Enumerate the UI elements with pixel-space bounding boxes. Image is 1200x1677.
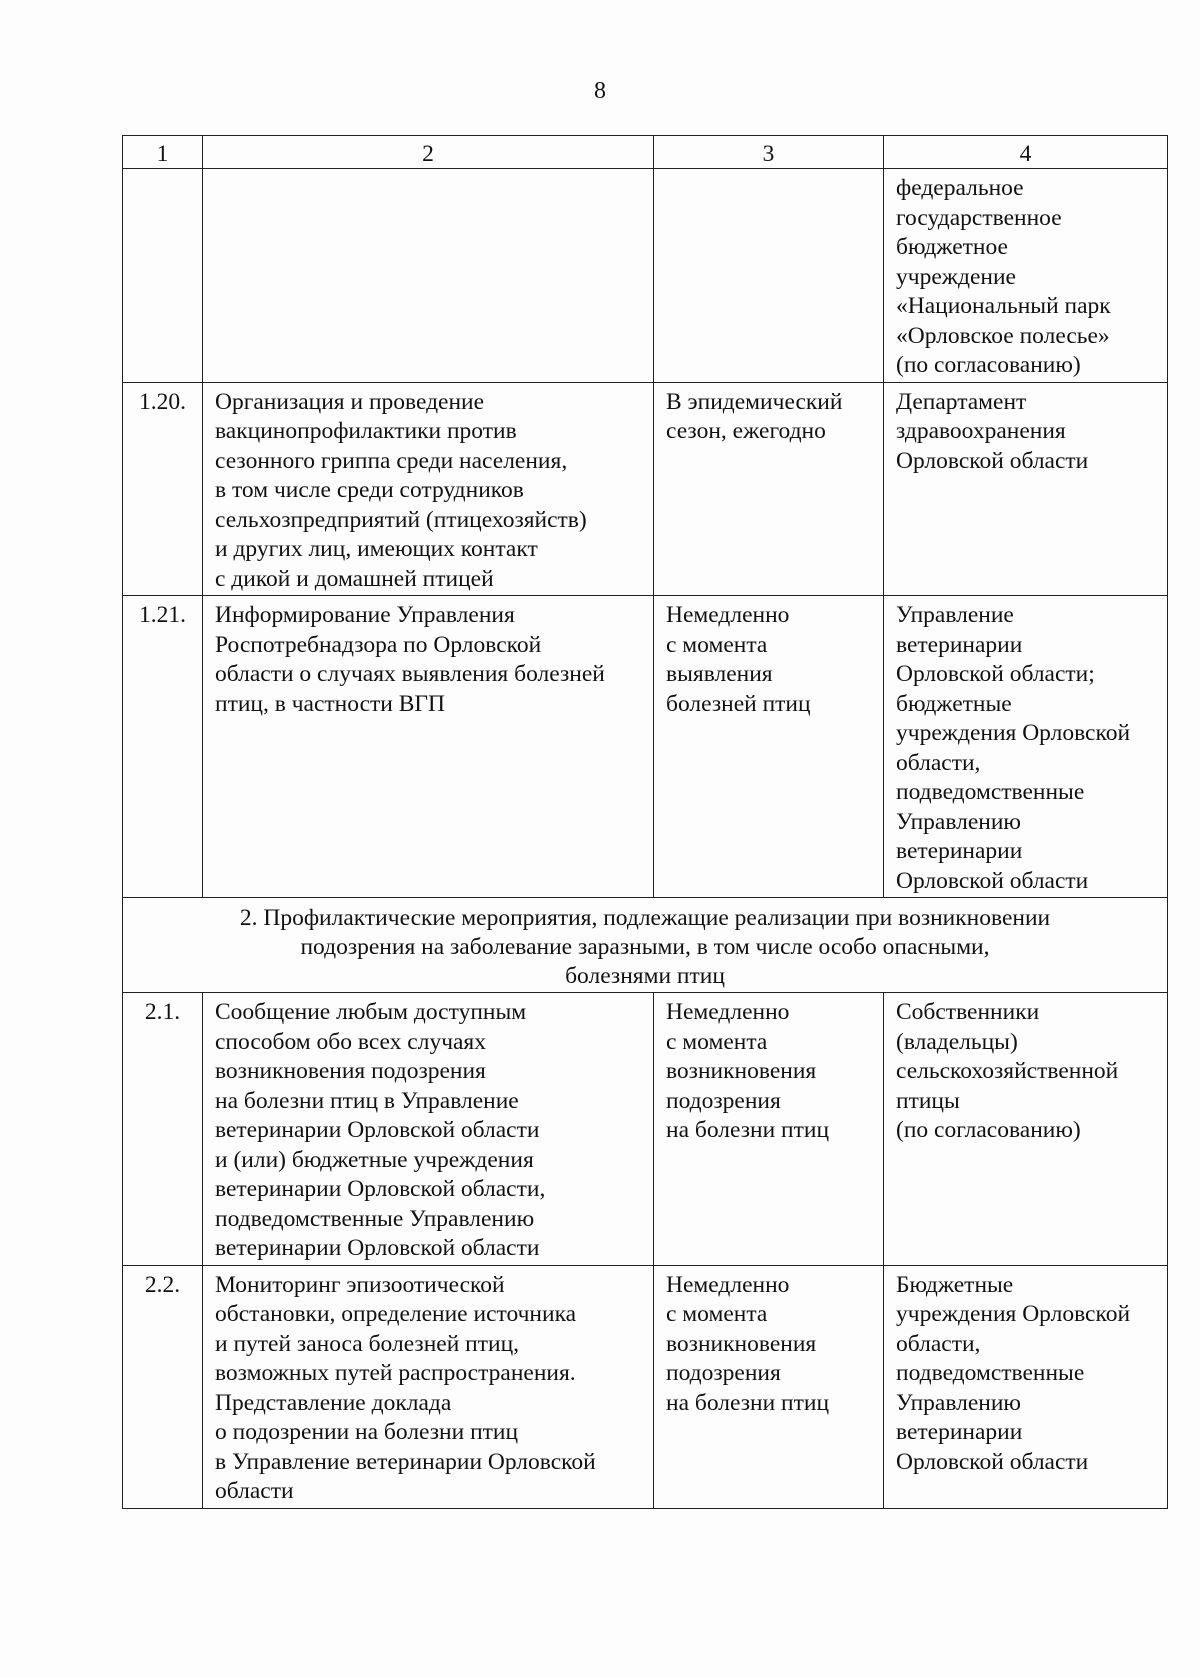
section-heading (123, 898, 1168, 993)
cell-line: «Орловское полесье» (896, 322, 1110, 349)
cell-line: ветеринарии (896, 1419, 1023, 1445)
action-cell (203, 169, 654, 383)
cell-line: подведомственные (896, 1360, 1085, 1386)
row-number: 2.1. (123, 993, 203, 1266)
cell-line: обстановки, определение источника (215, 1301, 577, 1327)
cell-line: Управление (896, 602, 1014, 628)
column-header-2: 2 (203, 136, 654, 169)
cell-line: учреждения Орловской (896, 720, 1131, 746)
cell-line: возникновения (666, 1058, 817, 1084)
continuation-row (123, 169, 1168, 383)
cell-line: способом обо всех случаях (215, 1028, 486, 1055)
term-cell (654, 382, 884, 596)
page-number: 8 (594, 78, 606, 104)
cell-line: области о случаях выявления болезней (215, 661, 605, 687)
cell-line: выявления (666, 661, 773, 687)
section-heading-line: болезнями птиц (565, 963, 725, 989)
cell-line: на болезни птиц (666, 1389, 830, 1416)
row-number: 1.20. (123, 382, 203, 596)
table-row (123, 1265, 1168, 1508)
measures-table (122, 135, 1168, 1509)
cell-line: Орловской области; (896, 661, 1095, 687)
cell-line: и (или) бюджетные учреждения (215, 1146, 534, 1173)
cell-line: области, (896, 1330, 981, 1357)
cell-line: области (215, 1478, 294, 1504)
cell-line: сезон, ежегодно (666, 418, 826, 444)
cell-line: бюджетное (896, 234, 1008, 260)
cell-line: учреждения Орловской (896, 1301, 1131, 1327)
section-heading-row (123, 898, 1168, 993)
cell-line: Департамент (896, 388, 1027, 415)
cell-line: федеральное (896, 175, 1024, 201)
term-cell (654, 1265, 884, 1508)
cell-line: (по согласованию) (896, 352, 1081, 378)
cell-line: подведомственные Управлению (215, 1205, 535, 1232)
cell-line: сельхозпредприятий (птицехозяйств) (215, 506, 587, 533)
term-cell (654, 993, 884, 1266)
cell-line: болезней птиц (666, 690, 811, 717)
cell-line: подозрения (666, 1087, 781, 1114)
cell-line: Сообщение любым доступным (215, 999, 527, 1025)
cell-line: с дикой и домашней птицей (215, 565, 494, 592)
cell-line: Роспотребнадзора по Орловской (215, 631, 542, 658)
table-row (123, 596, 1168, 898)
cell-line: возникновения подозрения (215, 1058, 486, 1084)
cell-line: в том числе среди сотрудников (215, 477, 524, 503)
table-row (123, 382, 1168, 596)
cell-line: здравоохранения (896, 418, 1066, 444)
section-heading-line: подозрения на заболевание заразными, в том числе особо опасными, (300, 934, 990, 960)
cell-line: бюджетные (896, 690, 1012, 717)
cell-line: подведомственные (896, 779, 1085, 805)
cell-line: ветеринарии (896, 631, 1023, 658)
cell-line: Мониторинг эпизоотической (215, 1271, 505, 1298)
cell-line: учреждение (896, 263, 1016, 290)
action-cell (203, 993, 654, 1266)
column-header-3: 3 (654, 136, 884, 169)
responsible-cell (884, 169, 1168, 383)
cell-line: области, (896, 749, 981, 776)
cell-line: ветеринарии (896, 838, 1023, 864)
cell-line: Немедленно (666, 999, 790, 1025)
cell-line: вакцинопрофилактики против (215, 418, 517, 444)
cell-line: и других лиц, имеющих контакт (215, 536, 538, 562)
term-cell (654, 596, 884, 898)
cell-line: (владельцы) (896, 1028, 1018, 1055)
cell-line: о подозрении на болезни птиц (215, 1419, 519, 1445)
cell-line: птиц, в частности ВГП (215, 690, 445, 717)
cell-line: ветеринарии Орловской области (215, 1117, 540, 1143)
cell-line: Орловской области (896, 447, 1089, 474)
cell-line: ветеринарии Орловской области (215, 1235, 540, 1261)
cell-line: подозрения (666, 1360, 781, 1386)
column-header-1: 1 (123, 136, 203, 169)
cell-line: ветеринарии Орловской области, (215, 1176, 546, 1202)
term-cell (654, 169, 884, 383)
row-number (123, 169, 203, 383)
cell-line: птицы (896, 1087, 960, 1114)
cell-line: сельскохозяйственной (896, 1058, 1119, 1084)
responsible-cell (884, 596, 1168, 898)
cell-line: в Управление ветеринарии Орловской (215, 1448, 596, 1475)
cell-line: на болезни птиц в Управление (215, 1087, 519, 1114)
section-heading-line: 2. Профилактические мероприятия, подлежащие реализации при возникновении (239, 905, 1051, 931)
cell-line: с момента (666, 631, 768, 658)
cell-line: возникновения (666, 1330, 817, 1357)
cell-line: с момента (666, 1028, 768, 1055)
cell-line: государственное (896, 204, 1062, 231)
cell-line: В эпидемический (666, 388, 843, 415)
cell-line: «Национальный парк (896, 293, 1111, 319)
responsible-cell (884, 382, 1168, 596)
cell-line: Немедленно (666, 1271, 790, 1298)
row-number: 1.21. (123, 596, 203, 898)
row-number: 2.2. (123, 1265, 203, 1508)
cell-line: Бюджетные (896, 1271, 1014, 1298)
cell-line: Информирование Управления (215, 602, 515, 628)
table-row (123, 993, 1168, 1266)
cell-line: Управлению (896, 808, 1021, 835)
cell-line: Немедленно (666, 602, 790, 628)
cell-line: Собственники (896, 999, 1040, 1025)
cell-line: (по согласованию) (896, 1117, 1081, 1143)
responsible-cell (884, 1265, 1168, 1508)
action-cell (203, 596, 654, 898)
action-cell (203, 1265, 654, 1508)
cell-line: Управлению (896, 1389, 1021, 1416)
action-cell (203, 382, 654, 596)
cell-line: Орловской области (896, 867, 1089, 894)
cell-line: Представление доклада (215, 1389, 452, 1416)
responsible-cell (884, 993, 1168, 1266)
cell-line: Орловской области (896, 1448, 1089, 1475)
column-header-4: 4 (884, 136, 1168, 169)
cell-line: и путей заноса болезней птиц, (215, 1330, 520, 1357)
cell-line: на болезни птиц (666, 1117, 830, 1143)
cell-line: с момента (666, 1301, 768, 1327)
cell-line: сезонного гриппа среди населения, (215, 447, 568, 474)
cell-line: возможных путей распространения. (215, 1360, 576, 1386)
table-header-row (123, 136, 1168, 169)
cell-line: Организация и проведение (215, 388, 485, 415)
